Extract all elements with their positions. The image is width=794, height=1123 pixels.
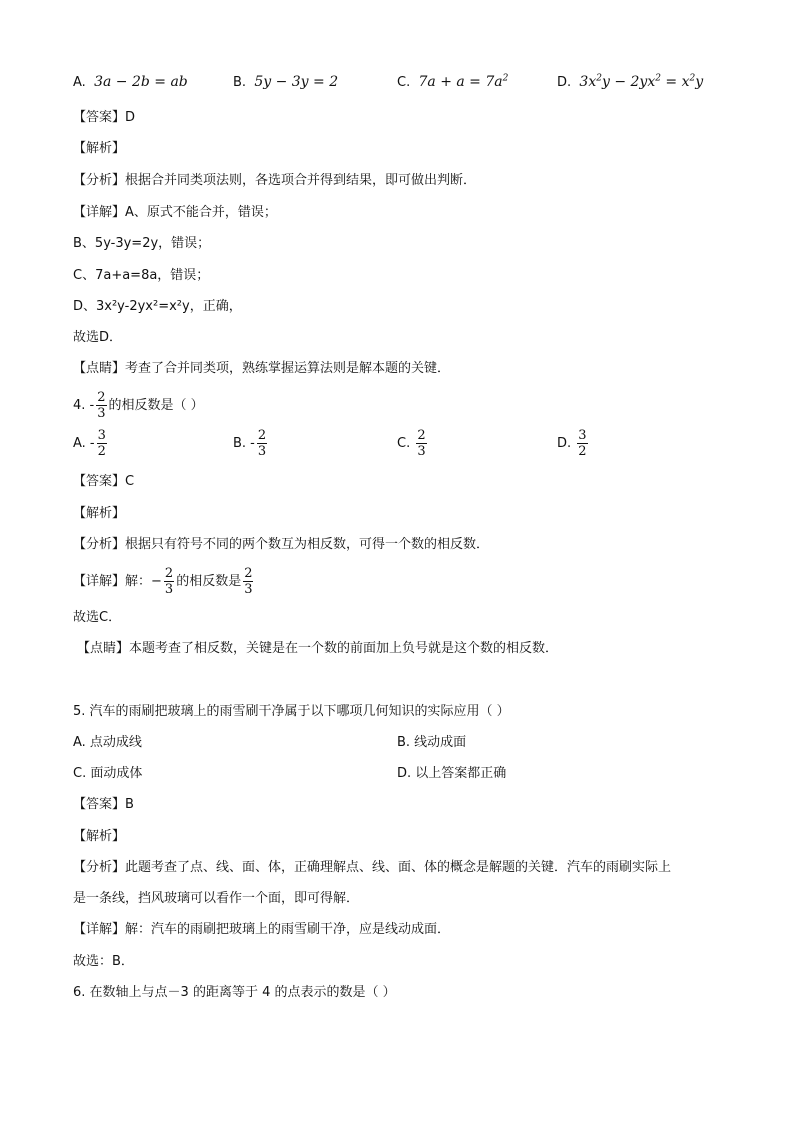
q4-stem-fraction: $\frac{2}{3}$ (97, 390, 106, 421)
q3-option-c: C. $7a + a = 7a^2$ (397, 73, 509, 90)
q4-option-a: A. - $\frac{3}{2}$ (73, 428, 106, 459)
q3-xiangjie: 【详解】A、原式不能合并，错误； (73, 205, 277, 220)
q4-answer: 【答案】C (73, 474, 135, 489)
q3-dianjing: 【点睛】考查了合并同类项，熟练掌握运算法则是解本题的关键． (73, 361, 451, 376)
q3-d-line: D、3x²y-2yx²=x²y，正确， (73, 299, 242, 314)
q3-option-d-expr: $3x^2y - 2yx^2 = x^2y$ (579, 73, 704, 90)
q3-option-b: B. 5y − 3y = 2 (233, 74, 339, 90)
q5-fenxi-line-1: 【分析】此题考查了点、线、面、体，正确理解点、线、面、体的概念是解题的关键．汽车的雨刷实际上 (73, 860, 672, 875)
q4-xiangjie: 【详解】解：− $\frac{2}{3}$ 的相反数是 $\frac{2}{3}$ (73, 566, 253, 597)
q5-xiangjie: 【详解】解：汽车的雨刷把玻璃上的雨雪刷干净，应是线动成面． (73, 922, 451, 937)
q4-xiangjie-fraction-1: $\frac{2}{3}$ (164, 566, 174, 597)
q6-stem: 6. 在数轴上与点－3 的距离等于 4 的点表示的数是（ ） (73, 985, 396, 1000)
q3-answer: 【答案】D (73, 110, 136, 125)
q3-option-a-expr: 3a − 2b = ab (94, 74, 188, 90)
q5-option-a: A. 点动成线 (73, 735, 142, 750)
q3-option-c-expr: $7a + a = 7a^2$ (418, 73, 509, 90)
q4-option-a-fraction: $\frac{3}{2}$ (97, 428, 106, 459)
q3-fenxi: 【分析】根据合并同类项法则，各选项合并得到结果，即可做出判断． (73, 173, 477, 188)
q5-choose: 故选：B． (73, 954, 134, 969)
q4-option-b: B. - $\frac{2}{3}$ (233, 428, 267, 459)
q3-option-a: A. 3a − 2b = ab (73, 74, 188, 90)
q4-option-c: C. $\frac{2}{3}$ (397, 428, 426, 459)
q4-option-d-fraction: $\frac{3}{2}$ (578, 428, 587, 459)
q4-stem: 4. - $\frac{2}{3}$ 的相反数是（ ） (73, 390, 204, 421)
q5-option-c: C. 面动成体 (73, 766, 143, 781)
q4-jiexi: 【解析】 (73, 506, 126, 521)
q4-option-d: D. $\frac{3}{2}$ (557, 428, 587, 459)
q3-jiexi: 【解析】 (73, 141, 126, 156)
q3-choose: 故选D． (73, 330, 123, 345)
q4-fenxi: 【分析】根据只有符号不同的两个数互为相反数，可得一个数的相反数． (73, 537, 490, 552)
q4-option-c-fraction: $\frac{2}{3}$ (417, 428, 426, 459)
q3-c-line: C、7a+a=8a，错误； (73, 268, 210, 283)
q5-jiexi: 【解析】 (73, 829, 126, 844)
q5-stem: 5. 汽车的雨刷把玻璃上的雨雪刷干净属于以下哪项几何知识的实际应用（ ） (73, 704, 510, 719)
q3-option-d: D. $3x^2y - 2yx^2 = x^2y$ (557, 73, 704, 90)
q4-choose: 故选C． (73, 610, 122, 625)
q5-answer: 【答案】B (73, 797, 134, 812)
q3-b-line: B、5y-3y=2y，错误； (73, 236, 211, 251)
q3-option-b-expr: 5y − 3y = 2 (254, 74, 339, 90)
q4-dianjing: 【点睛】本题考查了相反数，关键是在一个数的前面加上负号就是这个数的相反数． (77, 641, 559, 656)
q4-xiangjie-fraction-2: $\frac{2}{3}$ (244, 566, 253, 597)
q4-option-b-fraction: $\frac{2}{3}$ (257, 428, 267, 459)
q5-option-b: B. 线动成面 (397, 735, 467, 750)
q5-option-d: D. 以上答案都正确 (397, 766, 507, 781)
q5-fenxi-line-2: 是一条线，挡风玻璃可以看作一个面，即可得解． (73, 891, 360, 906)
